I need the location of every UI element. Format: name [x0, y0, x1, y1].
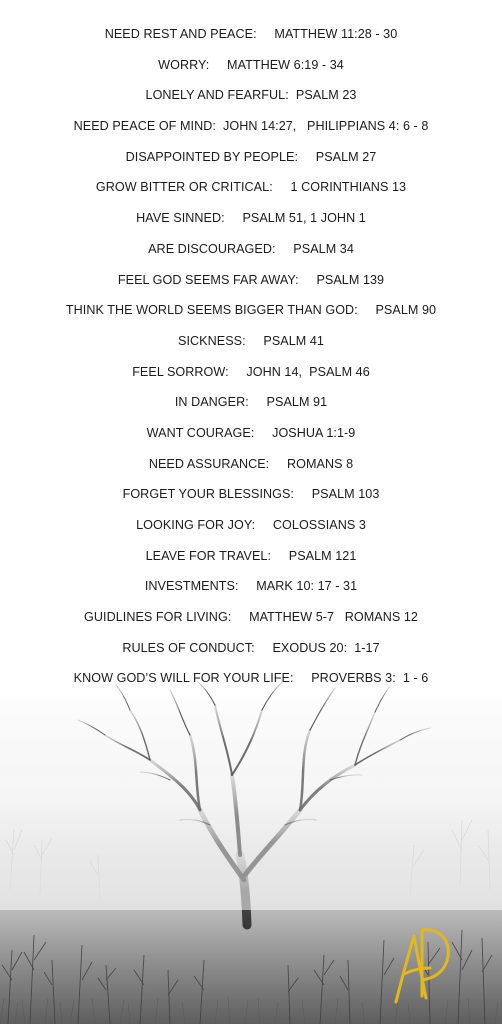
signature-monogram-icon	[392, 918, 454, 1008]
verse-line: FEEL SORROW: JOHN 14, PSALM 46	[132, 364, 370, 379]
verse-line: WORRY: MATTHEW 6:19 - 34	[158, 57, 344, 72]
verse-line: WANT COURAGE: JOSHUA 1:1-9	[146, 425, 356, 440]
verse-line: GUIDLINES FOR LIVING: MATTHEW 5-7 ROMANS 12	[84, 610, 418, 625]
verse-line: DISAPPOINTED BY PEOPLE: PSALM 27	[125, 149, 377, 164]
verse-line: IN DANGER: PSALM 91	[174, 395, 328, 410]
verse-line: NEED REST AND PEACE: MATTHEW 11:28 - 30	[104, 27, 398, 41]
verse-line: NEED PEACE OF MIND: JOHN 14:27, PHILIPPIANS 4: 6 - 8	[73, 119, 429, 134]
verse-line: LEAVE FOR TRAVEL: PSALM 121	[145, 548, 357, 563]
verse-line: NEED ASSURANCE: ROMANS 8	[148, 456, 354, 471]
verse-line: RULES OF CONDUCT: EXODUS 20: 1-17	[122, 640, 380, 655]
verse-line: SICKNESS: PSALM 41	[178, 333, 324, 348]
verse-line: ARE DISCOURAGED: PSALM 34	[148, 241, 354, 256]
verse-line: LOOKING FOR JOY: COLOSSIANS 3	[136, 518, 366, 532]
verse-list	[0, 24, 502, 699]
verse-line: LONELY AND FEARFUL: PSALM 23	[145, 88, 357, 103]
verse-line: INVESTMENTS: MARK 10: 17 - 31	[144, 579, 358, 594]
verse-line: FEEL GOD SEEMS FAR AWAY: PSALM 139	[117, 272, 385, 287]
verse-line: HAVE SINNED: PSALM 51, 1 JOHN 1	[136, 211, 366, 226]
verse-line: THINK THE WORLD SEEMS BIGGER THAN GOD: PSALM 90	[65, 303, 437, 318]
verse-line: GROW BITTER OR CRITICAL: 1 CORINTHIANS 13	[95, 180, 407, 195]
verse-line: KNOW GOD’S WILL FOR YOUR LIFE: PROVERBS 3: 1 - 6	[73, 671, 429, 686]
verse-line: FORGET YOUR BLESSINGS: PSALM 103	[122, 487, 380, 502]
